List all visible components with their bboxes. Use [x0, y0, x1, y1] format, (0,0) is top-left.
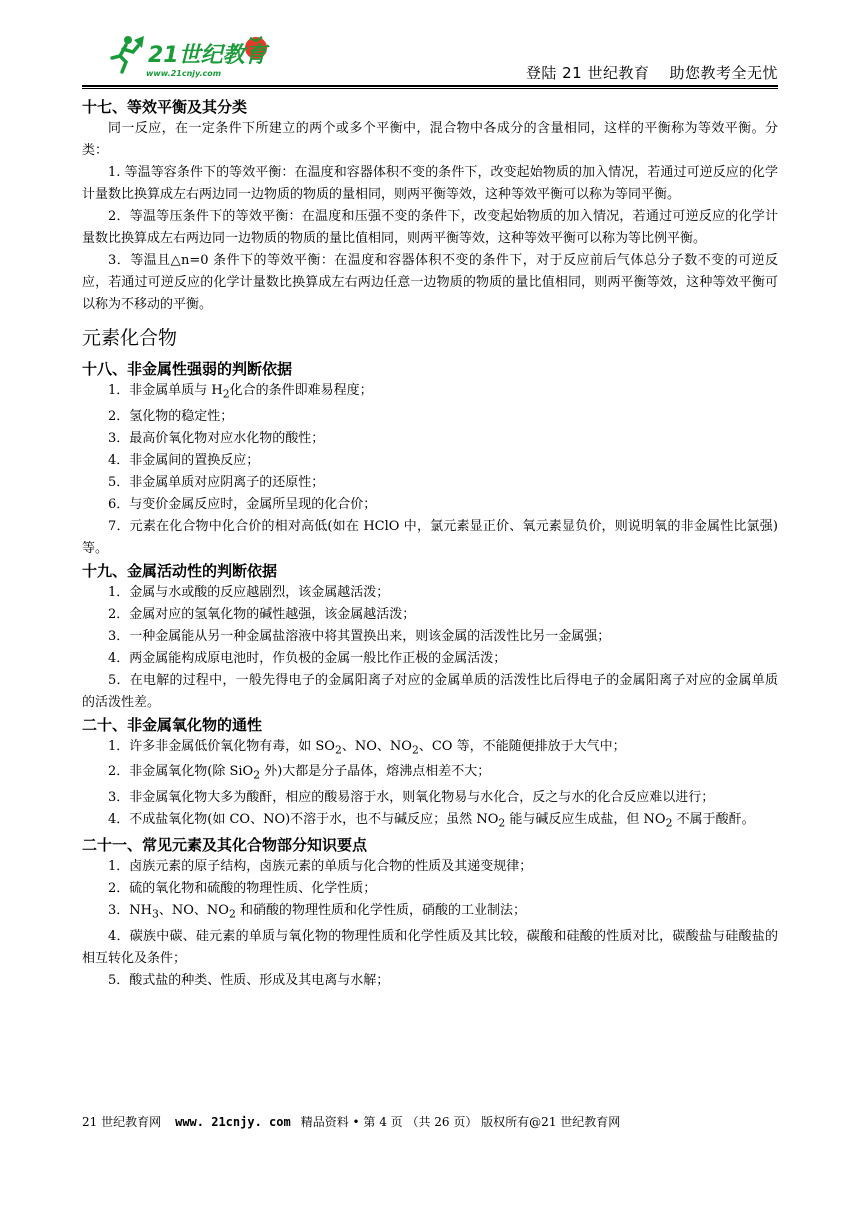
section-19-title: 十九、金属活动性的判断依据 — [82, 561, 278, 580]
section-19-item-1: 1．金属与水或酸的反应越剧烈，该金属越活泼； — [108, 584, 390, 600]
section-18-item-4: 4．非金属间的置换反应； — [108, 452, 260, 468]
section-21-title: 二十一、常见元素及其化合物部分知识要点 — [82, 836, 368, 855]
footer-url-link[interactable]: www. 21cnjy. com — [175, 1115, 291, 1129]
section-21-item-5: 5．酸式盐的种类、性质、形成及其电离与水解； — [108, 972, 390, 988]
section-21-item-1: 1．卤族元素的原子结构，卤族元素的单质与化合物的性质及其递变规律； — [108, 859, 533, 875]
section-19-item-2: 2．金属对应的氢氧化物的碱性越强，该金属越活泼； — [108, 606, 416, 622]
chapter-title: 元素化合物 — [82, 327, 178, 349]
section-18-item-7: 7．元素在化合物中化合价的相对高低(如在 HClO 中，氯元素显正价、氧元素显负价，则说明氧的非金属性比氯强)等。 — [82, 518, 778, 556]
section-18-item-2: 2．氢化物的稳定性； — [108, 408, 234, 424]
section-17-item-1: 1. 等温等容条件下的等效平衡：在温度和容器体积不变的条件下，改变起始物质的加入情况，若通过可逆反应的化学计量数比换算成左右两边同一边物质的物质的量相同，则两平衡等效，这种等效平衡可以称为等同平衡。 — [82, 165, 778, 202]
section-18-item-5: 5．非金属单质对应阴离子的还原性； — [108, 474, 325, 490]
section-18-item-1: 1．非金属单质与 $H_2$化合的条件即难易程度； — [108, 383, 373, 401]
section-17-item-3: 3．等温且△n=0 条件下的等效平衡：在温度和容器体积不变的条件下，对于反应前后气体总分子数不变的可逆反应，若通过可逆反应的化学计量数比换算成左右两边任意一边物质的物质的量比值相同，则两平衡等效，这种等效平衡可以称为不移动的平衡。 — [82, 253, 778, 312]
section-19-item-3: 3．一种金属能从另一种金属盐溶液中将其置换出来，则该金属的活泼性比另一金属强； — [108, 628, 611, 644]
slogan-right: 助您教考全无忧 — [669, 64, 778, 82]
section-20-item-3: 3．非金属氧化物大多为酸酐，相应的酸易溶于水，则氧化物易与水化合，反之与水的化合反应难以进行； — [108, 789, 715, 805]
logo-url: www.21cnjy.com — [146, 69, 222, 78]
section-17-item-2: 2．等温等压条件下的等效平衡：在温度和压强不变的条件下，改变起始物质的加入情况，若通过可逆反应的化学计量数比换算成左右两边同一边物质的物质的量比值相同，则两平衡等效，这种等效平衡可以称为等比例平衡。 — [82, 209, 778, 246]
logo-text: 21世纪教育 — [148, 43, 267, 68]
header-rule — [82, 85, 778, 87]
section-17-intro: 同一反应，在一定条件下所建立的两个或多个平衡中，混合物中各成分的含量相同，这样的平衡称为等效平衡。分类： — [82, 121, 778, 158]
site-logo — [106, 32, 286, 80]
section-20-item-1: 1．许多非金属低价氧化物有毒，如 $SO_2$、NO、$NO_2$、CO 等，不能随便排放于大气中； — [108, 738, 626, 757]
section-20-title: 二十、非金属氧化物的通性 — [82, 715, 263, 734]
section-21-item-2: 2．硫的氧化物和硫酸的物理性质、化学性质； — [108, 881, 377, 897]
section-17-title: 十七、等效平衡及其分类 — [82, 98, 248, 116]
section-20-item-4: 4．不成盐氧化物(如 CO、NO)不溶于水，也不与碱反应；虽然 $NO_2$ 能与碱反应生成盐，但 $NO_2$ 不属于酸酐。 — [108, 811, 755, 830]
section-18-item-3: 3．最高价氧化物对应水化物的酸性； — [108, 430, 325, 446]
footer-site: 21 世纪教育网 — [82, 1115, 162, 1129]
footer-info: 精品资料 • 第 4 页 （共 26 页） 版权所有@21 世纪教育网 — [300, 1115, 621, 1129]
section-20-item-2: 2．非金属氧化物(除 SiO$_2$ 外)大都是分子晶体，熔沸点相差不大； — [108, 764, 491, 782]
section-21-item-4: 4．碳族中碳、硅元素的单质与氧化物的物理性质和化学性质及其比较，碳酸和硅酸的性质对比，碳酸盐与硅酸盐的相互转化及条件； — [82, 928, 778, 966]
header-slogan — [526, 62, 778, 83]
document-body — [82, 96, 778, 992]
section-19-item-5: 5．在电解的过程中，一般先得电子的金属阳离子对应的金属单质的活泼性比后得电子的金属阳离子对应的金属单质的活泼性差。 — [82, 672, 778, 710]
section-19-item-4: 4．两金属能构成原电池时，作负极的金属一般比作正极的金属活泼； — [108, 650, 507, 666]
section-18-title: 十八、非金属性强弱的判断依据 — [82, 360, 293, 378]
slogan-left: 登陆 21 世纪教育 — [525, 64, 650, 82]
header-rule-thin — [82, 88, 778, 89]
page-footer — [82, 1113, 620, 1130]
section-21-item-3: 3．$NH_3$、NO、$NO_2$ 和硝酸的物理性质和化学性质，硝酸的工业制法； — [108, 903, 526, 921]
section-18-item-6: 6．与变价金属反应时，金属所呈现的化合价； — [108, 496, 377, 512]
page-header — [82, 28, 778, 86]
